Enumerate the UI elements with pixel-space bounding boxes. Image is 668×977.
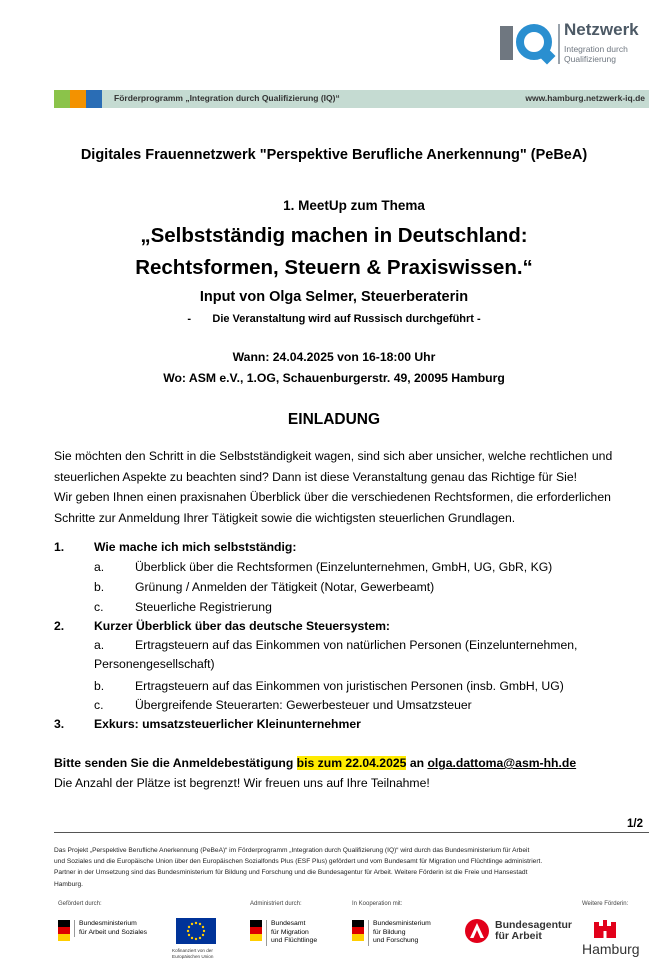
agenda-subitem-continued: Personengesellschaft) (94, 657, 215, 671)
ba-name (495, 920, 572, 942)
intro-line: steuerlichen Aspekte zu beachten sind? Dann ist diese Veranstaltung genau das Richtige für Sie! (54, 469, 578, 484)
agenda-subletter: a. (94, 560, 105, 574)
footer-divider (54, 832, 649, 833)
sponsor-label-cooperation: In Kooperation mit: (352, 901, 403, 907)
registration-deadline: bis zum 22.04.2025 (296, 756, 407, 770)
sponsor-label-administered: Administriert durch: (250, 901, 302, 907)
bmas-line1: Bundesministerium (79, 920, 137, 927)
footer-line: Hamburg. (54, 880, 83, 888)
agenda-number: 3. (54, 717, 65, 731)
intro-paragraph (54, 446, 654, 528)
footer-line: Das Projekt „Perspektive Berufliche Anerkennung (PeBeA)“ im Förderprogramm „Integration durch Qualifizierung (IQ)“ wird durch das Bundesministerium für Arbeit (54, 847, 530, 854)
agenda-item-title: Kurzer Überblick über das deutsche Steuersystem: (94, 619, 390, 633)
ba-line2: für Arbeit (495, 930, 542, 942)
eu-stars-icon (176, 918, 216, 944)
eu-caption-line1: Kofinanziert von der (172, 948, 213, 953)
federal-eagle-icon (352, 920, 364, 942)
program-bar (54, 90, 649, 108)
bmbf-line1: Bundesministerium (373, 920, 431, 927)
event-when: Wann: 24.04.2025 von 16-18:00 Uhr (232, 350, 436, 364)
iq-logo-q-mark (516, 24, 552, 60)
footer-line: und Soziales und die Europäische Union über den Europäischen Sozialfonds Plus (ESF Plus) gefördert und vom Bundesamt für Migration und Flüchtlinge administriert. (54, 858, 543, 866)
intro-line: Schritte zur Anmeldung Ihrer Tätigkeit sowie die wichtigsten steuerlichen Grundlagen. (54, 510, 516, 525)
bmbf-line2: für Bildung (373, 928, 406, 936)
eu-caption (172, 948, 213, 959)
bmbf-line3: und Forschung (373, 937, 419, 945)
bamf-line1: Bundesamt (271, 920, 306, 927)
agenda-subletter: b. (94, 679, 105, 693)
agenda-subletter: c. (94, 600, 104, 614)
hamburg-name: Hamburg (582, 941, 640, 957)
logo-divider (558, 24, 560, 64)
intro-line: Sie möchten den Schritt in die Selbstständigkeit wagen, sind sich aber unsicher, welche rechtlichen und (54, 449, 613, 463)
speaker: Input von Olga Selmer, Steuerberaterin (199, 289, 469, 305)
bar-orange-square (70, 90, 86, 108)
agenda-subletter: a. (94, 638, 105, 652)
eu-flag-icon (176, 918, 216, 944)
agenda-subitem: Steuerliche Registrierung (135, 600, 272, 614)
event-where: Wo: ASM e.V., 1.OG, Schauenburgerstr. 49, 20095 Hamburg (163, 371, 505, 385)
meetup-label: 1. MeetUp zum Thema (283, 198, 425, 213)
bamf-name (266, 920, 317, 946)
program-name: Förderprogramm „Integration durch Qualifizierung (IQ)“ (114, 93, 340, 103)
sponsor-label-funded: Gefördert durch: (58, 901, 102, 907)
hamburg-castle-icon (590, 918, 620, 940)
ba-a-icon (464, 918, 490, 944)
agenda-subitem: Übergreifende Steuerarten: Gewerbesteuer und Umsatzsteuer (135, 698, 472, 712)
registration-line (54, 756, 576, 770)
logo-title: Netzwerk (564, 20, 639, 39)
bmas-name (74, 920, 147, 937)
bmbf-logo (352, 920, 452, 948)
ba-line1: Bundesagentur (495, 919, 573, 931)
federal-eagle-icon (58, 920, 70, 942)
program-url: www.hamburg.netzwerk-iq.de (525, 93, 645, 103)
agenda-subletter: c. (94, 698, 104, 712)
registration-prefix: Bitte senden Sie die Anmeldebestätigung (54, 756, 297, 770)
event-title-line2: Rechtsformen, Steuern & Praxiswissen.“ (135, 256, 533, 279)
event-title-line1: „Selbstständig machen in Deutschland: (140, 224, 528, 247)
registration-note: Die Anzahl der Plätze ist begrenzt! Wir freuen uns auf Ihre Teilnahme! (54, 776, 430, 790)
agenda-number: 1. (54, 540, 65, 554)
intro-line: Wir geben Ihnen einen praxisnahen Überblick über die verschiedenen Rechtsformen, die erforderlichen (54, 490, 611, 504)
iq-logo-i-mark (500, 26, 513, 60)
logo-subtitle-line1: Integration durch (564, 44, 628, 54)
ba-logo-icon (464, 918, 490, 944)
bar-green-square (54, 90, 70, 108)
registration-email-link[interactable]: olga.dattoma@asm-hh.de (427, 756, 577, 770)
footer-line: Partner in der Umsetzung sind das Bundesministerium für Bildung und Forschung und die Bundesagentur für Arbeit. Weitere Förderin ist die Freie und Hansestadt (54, 869, 528, 877)
federal-eagle-icon (250, 920, 262, 942)
bmas-line2: für Arbeit und Soziales (79, 928, 148, 936)
agenda-subitem: Überblick über die Rechtsformen (Einzelunternehmen, GmbH, UG, GbR, KG) (135, 560, 553, 574)
agenda-subletter: b. (94, 580, 105, 594)
logo-subtitle-line2: Qualifizierung (564, 54, 616, 64)
network-title: Digitales Frauennetzwerk "Perspektive Berufliche Anerkennung" (PeBeA) (80, 147, 588, 163)
bar-blue-square (86, 90, 102, 108)
bamf-line3: und Flüchtlinge (271, 937, 318, 945)
agenda-item-title: Exkurs: umsatzsteuerlicher Kleinunternehmer (94, 717, 361, 731)
page-number: 1/2 (627, 818, 643, 830)
eu-caption-line2: Europäischen Union (172, 953, 214, 959)
sponsor-label-further: Weitere Förderin: (582, 901, 629, 907)
agenda-subitem: Ertragsteuern auf das Einkommen von natürlichen Personen (Einzelunternehmen, (135, 638, 578, 652)
registration-middle: an (406, 756, 428, 770)
bamf-line2: für Migration (271, 928, 309, 936)
logo-subtitle (564, 44, 628, 64)
agenda-item-title: Wie mache ich mich selbstständig: (94, 540, 297, 554)
language-note: - Die Veranstaltung wird auf Russisch durchgeführt - (187, 313, 481, 325)
iq-netzwerk-logo (500, 22, 660, 66)
footer-text (54, 845, 654, 890)
agenda-subitem: Grünung / Anmelden der Tätigkeit (Notar, Gewerbeamt) (135, 580, 435, 594)
hamburg-castle-svg (590, 918, 620, 940)
bamf-logo (250, 920, 340, 948)
bmbf-name (368, 920, 431, 946)
invitation-heading: EINLADUNG (287, 411, 381, 428)
agenda-number: 2. (54, 619, 65, 633)
agenda-subitem: Ertragsteuern auf das Einkommen von juristischen Personen (insb. GmbH, UG) (135, 679, 564, 693)
bmas-logo (58, 920, 168, 948)
